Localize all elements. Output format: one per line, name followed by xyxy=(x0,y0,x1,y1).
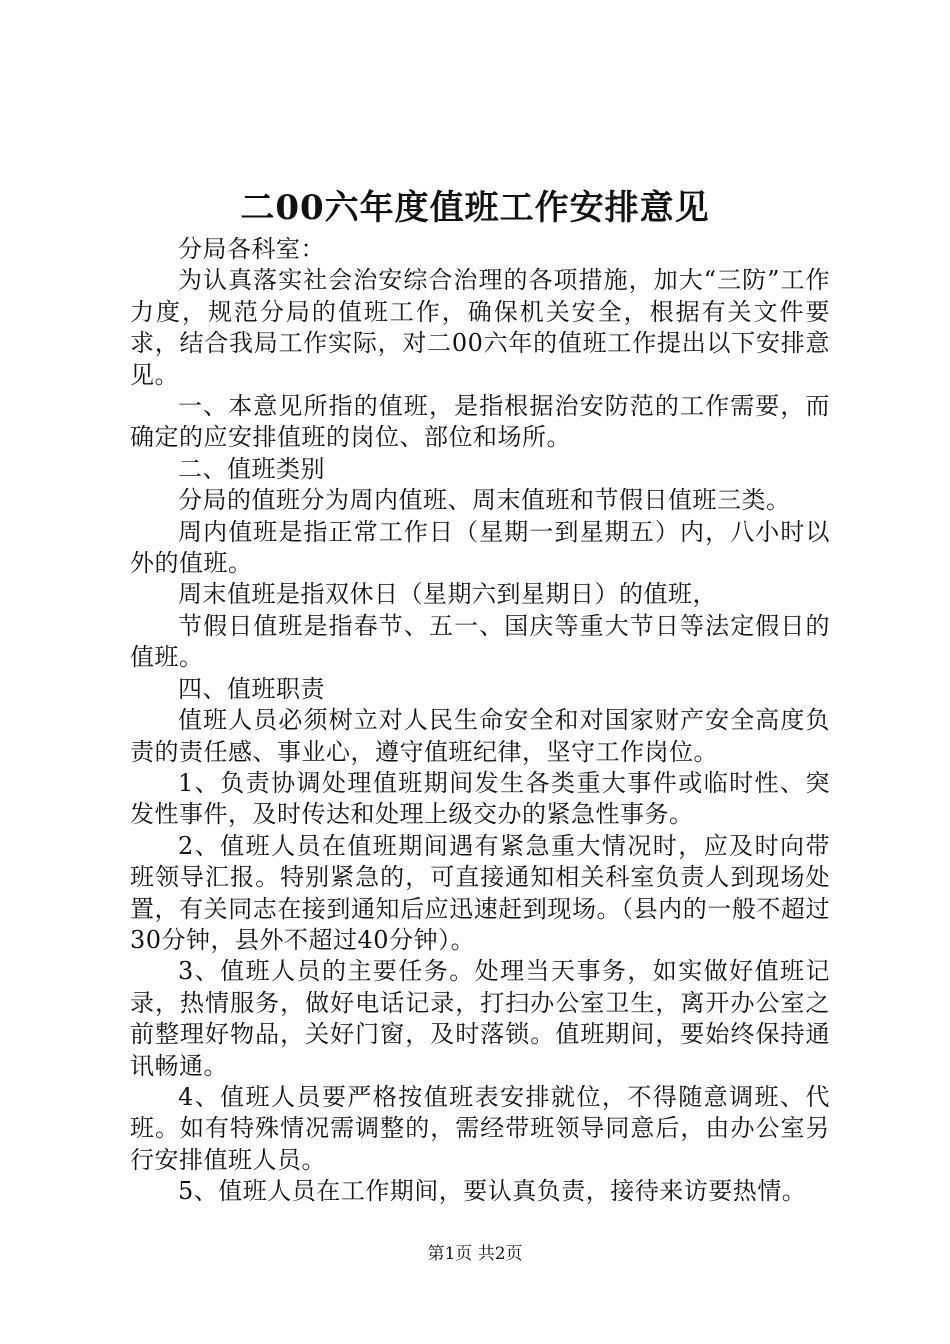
salutation-paragraph: 分局各科室： xyxy=(178,235,325,263)
section-four-heading: 四、值班职责 xyxy=(178,674,325,703)
document-title: 二00六年度值班工作安排意见 xyxy=(240,188,710,228)
duty-item-2: 2、值班人员在值班期间遇有紧急重大情况时，应及时向带班领导汇报。特别紧急的，可直接通知相关科室负责人到现场处置，有关同志在接到通知后应迅速赶到现场。（县内的一般不超过30分钟，县外不超过40分钟）。 xyxy=(130,831,830,954)
duty-types-paragraph: 分局的值班分为周内值班、周末值班和节假日值班三类。 xyxy=(178,486,791,515)
page-number-footer: 第1页 共2页 xyxy=(427,1244,523,1264)
duty-item-1: 1、负责协调处理值班期间发生各类重大事件或临时性、突发性事件，及时传达和处理上级交办的紧急性事务。 xyxy=(130,768,830,829)
responsibility-paragraph: 值班人员必须树立对人民生命安全和对国家财产安全高度负责的责任感、事业心，遵守值班纪律，坚守工作岗位。 xyxy=(130,706,830,766)
section-one-paragraph: 一、本意见所指的值班，是指根据治安防范的工作需要，而确定的应安排值班的岗位、部位和场所。 xyxy=(130,392,830,452)
duty-item-3: 3、值班人员的主要任务。处理当天事务，如实做好值班记录，热情服务，做好电话记录，打扫办公室卫生，离开办公室之前整理好物品，关好门窗，及时落锁。值班期间，要始终保持通讯畅通。 xyxy=(130,957,830,1080)
weekday-duty-paragraph: 周内值班是指正常工作日（星期一到星期五）内，八小时以外的值班。 xyxy=(130,517,830,578)
document-body xyxy=(130,234,830,1208)
section-two-heading: 二、值班类别 xyxy=(178,454,325,483)
weekend-duty-paragraph: 周末值班是指双休日（星期六到星期日）的值班， xyxy=(178,580,717,609)
intro-paragraph: 为认真落实社会治安综合治理的各项措施，加大“三防”工作力度，规范分局的值班工作，确保机关安全，根据有关文件要求，结合我局工作实际，对二00六年的值班工作提出以下安排意见。 xyxy=(130,266,830,389)
duty-item-4: 4、值班人员要严格按值班表安排就位，不得随意调班、代班。如有特殊情况需调整的，需经带班领导同意后，由办公室另行安排值班人员。 xyxy=(130,1082,830,1174)
duty-item-5: 5、值班人员在工作期间，要认真负责，接待来访要热情。 xyxy=(178,1177,807,1206)
holiday-duty-paragraph: 节假日值班是指春节、五一、国庆等重大节日等法定假日的值班。 xyxy=(130,611,830,672)
